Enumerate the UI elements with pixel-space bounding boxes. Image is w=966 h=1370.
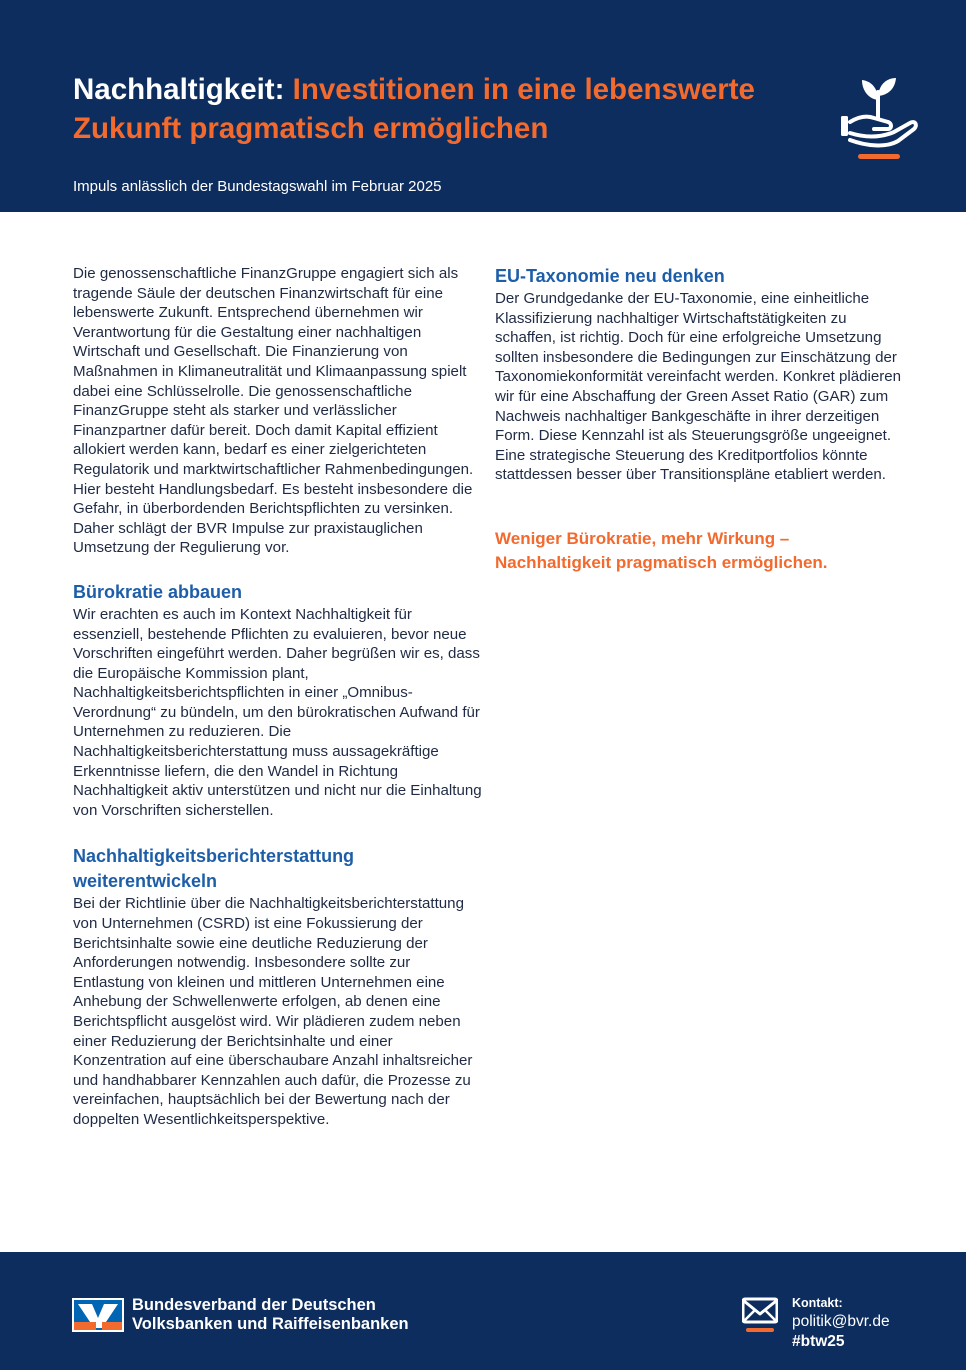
envelope-icon: [742, 1295, 778, 1335]
org-line-2: Volksbanken und Raiffeisenbanken: [132, 1315, 409, 1333]
title-prefix: Nachhaltigkeit:: [73, 73, 285, 106]
section-heading-taxonomie: EU-Taxonomie neu denken: [495, 266, 725, 286]
page-subtitle: Impuls anlässlich der Bundestagswahl im Februar 2025: [73, 178, 442, 195]
section-heading-berichterstattung: Nachhaltigkeitsberichterstattung weiterentwickeln: [73, 846, 355, 892]
intro-paragraph: Die genossenschaftliche FinanzGruppe engagiert sich als tragende Säule der deutschen Finanzwirtschaft für eine lebenswerte Zukunft. Entsprechend übernehmen wir Verantwortung für die Gestaltung einer nachhaltigen Wirtschaft und Gesellschaft. Die Finanzierung von Maßnahmen in Klimaneutralität und Klimaanpassung spielt dabei eine Schlüsselrolle. Die genossenschaftliche FinanzGruppe steht als starker und verlässlicher Finanzpartner dafür bereit. Doch damit Kapital effizient allokiert werden kann, bedarf es einer zielgerichteten Regulatorik und marktwirtschaftlicher Rahmenbedingungen. Hier besteht Handlungsbedarf. Es besteht insbesondere die Gefahr, in überbordenden Berichtspflichten zu versinken. Daher schlägt der BVR Impulse zur praxistauglichen Umsetzung der Regulierung vor.: [73, 265, 474, 557]
section-body-berichterstattung: Bei der Richtlinie über die Nachhaltigkeitsberichterstattung von Unternehmen (CSRD) ist eine Fokussierung der Berichtsinhalte sowie eine deutliche Reduzierung der Anforderungen notwendig. Insbesondere sollte zur Entlastung von kleinen und mittleren Unternehmen eine Anhebung der Schwellenwerte erfolgen, ab denen eine Berichtspflicht ausgelöst wird. Wir plädieren zudem neben einer Reduzierung der Berichtsinhalte und einer Konzentration auf eine überschaubare Anzahl inhaltsreicher und handhabbarer Kennzahlen auch dafür, die Prozesse zu vereinfachen, hauptsächlich bei der Bewertung nach der doppelten Wesentlichkeitsperspektive.: [73, 895, 473, 1128]
header-banner: [0, 0, 966, 212]
campaign-hashtag: #btw25: [792, 1333, 845, 1350]
contact-email-link[interactable]: politik@bvr.de: [792, 1313, 890, 1330]
page-title: [73, 70, 813, 148]
left-column: [73, 264, 483, 1130]
section-body-taxonomie: Der Grundgedanke der EU-Taxonomie, eine einheitliche Klassifizierung nachhaltiger Wirtschaftstätigkeiten zu schaffen, ist richtig. Doch für eine erfolgreiche Umsetzung sollten insbesondere die Bedingungen zur Einschätzung der Taxonomiekonformität vereinfacht werden. Konkret plädieren wir für eine Abschaffung der Green Asset Ratio (GAR) zum Nachweis nachhaltiger Bankgeschäfte in ihrer derzeitigen Form. Diese Kennzahl ist als Steuerungsgröße ungeeignet. Eine strategische Steuerung des Kreditportfolios könnte stattdessen besser über Transitionspläne etabliert werden.: [495, 290, 902, 484]
section-body-buerokratie: Wir erachten es auch im Kontext Nachhaltigkeit für essenziell, bestehende Pflichten zu evaluieren, bevor neue Vorschriften eingeführt werden. Daher begrüßen wir es, dass die Europäische Kommission plant, Nachhaltigkeitsberichtspflichten in einer „Omnibus-Verordnung“ zu bündeln, um den bürokratischen Aufwand für Unternehmen zu reduzieren. Die Nachhaltigkeitsberichterstattung muss aussagekräftige Erkenntnisse liefern, die den Wandel in Richtung Nachhaltigkeit aktiv unterstützen und nicht nur die Einhaltung von Vorschriften sicherstellen.: [73, 605, 482, 819]
right-column: [495, 264, 905, 575]
title-accent: Investitionen in eine lebenswerte Zukunft pragmatisch ermöglichen: [73, 73, 755, 145]
callout-text: Weniger Bürokratie, mehr Wirkung – Nachhaltigkeit pragmatisch ermöglichen.: [495, 528, 828, 572]
organization-name: [132, 1296, 472, 1334]
contact-label: Kontakt:: [792, 1296, 843, 1310]
hand-with-seedling-icon: [838, 74, 918, 162]
contact-block: [792, 1295, 890, 1352]
vr-logo-icon: [72, 1298, 124, 1332]
org-line-1: Bundesverband der Deutschen: [132, 1296, 376, 1314]
section-heading-buerokratie: Bürokratie abbauen: [73, 581, 243, 602]
footer-banner: [0, 1252, 966, 1370]
